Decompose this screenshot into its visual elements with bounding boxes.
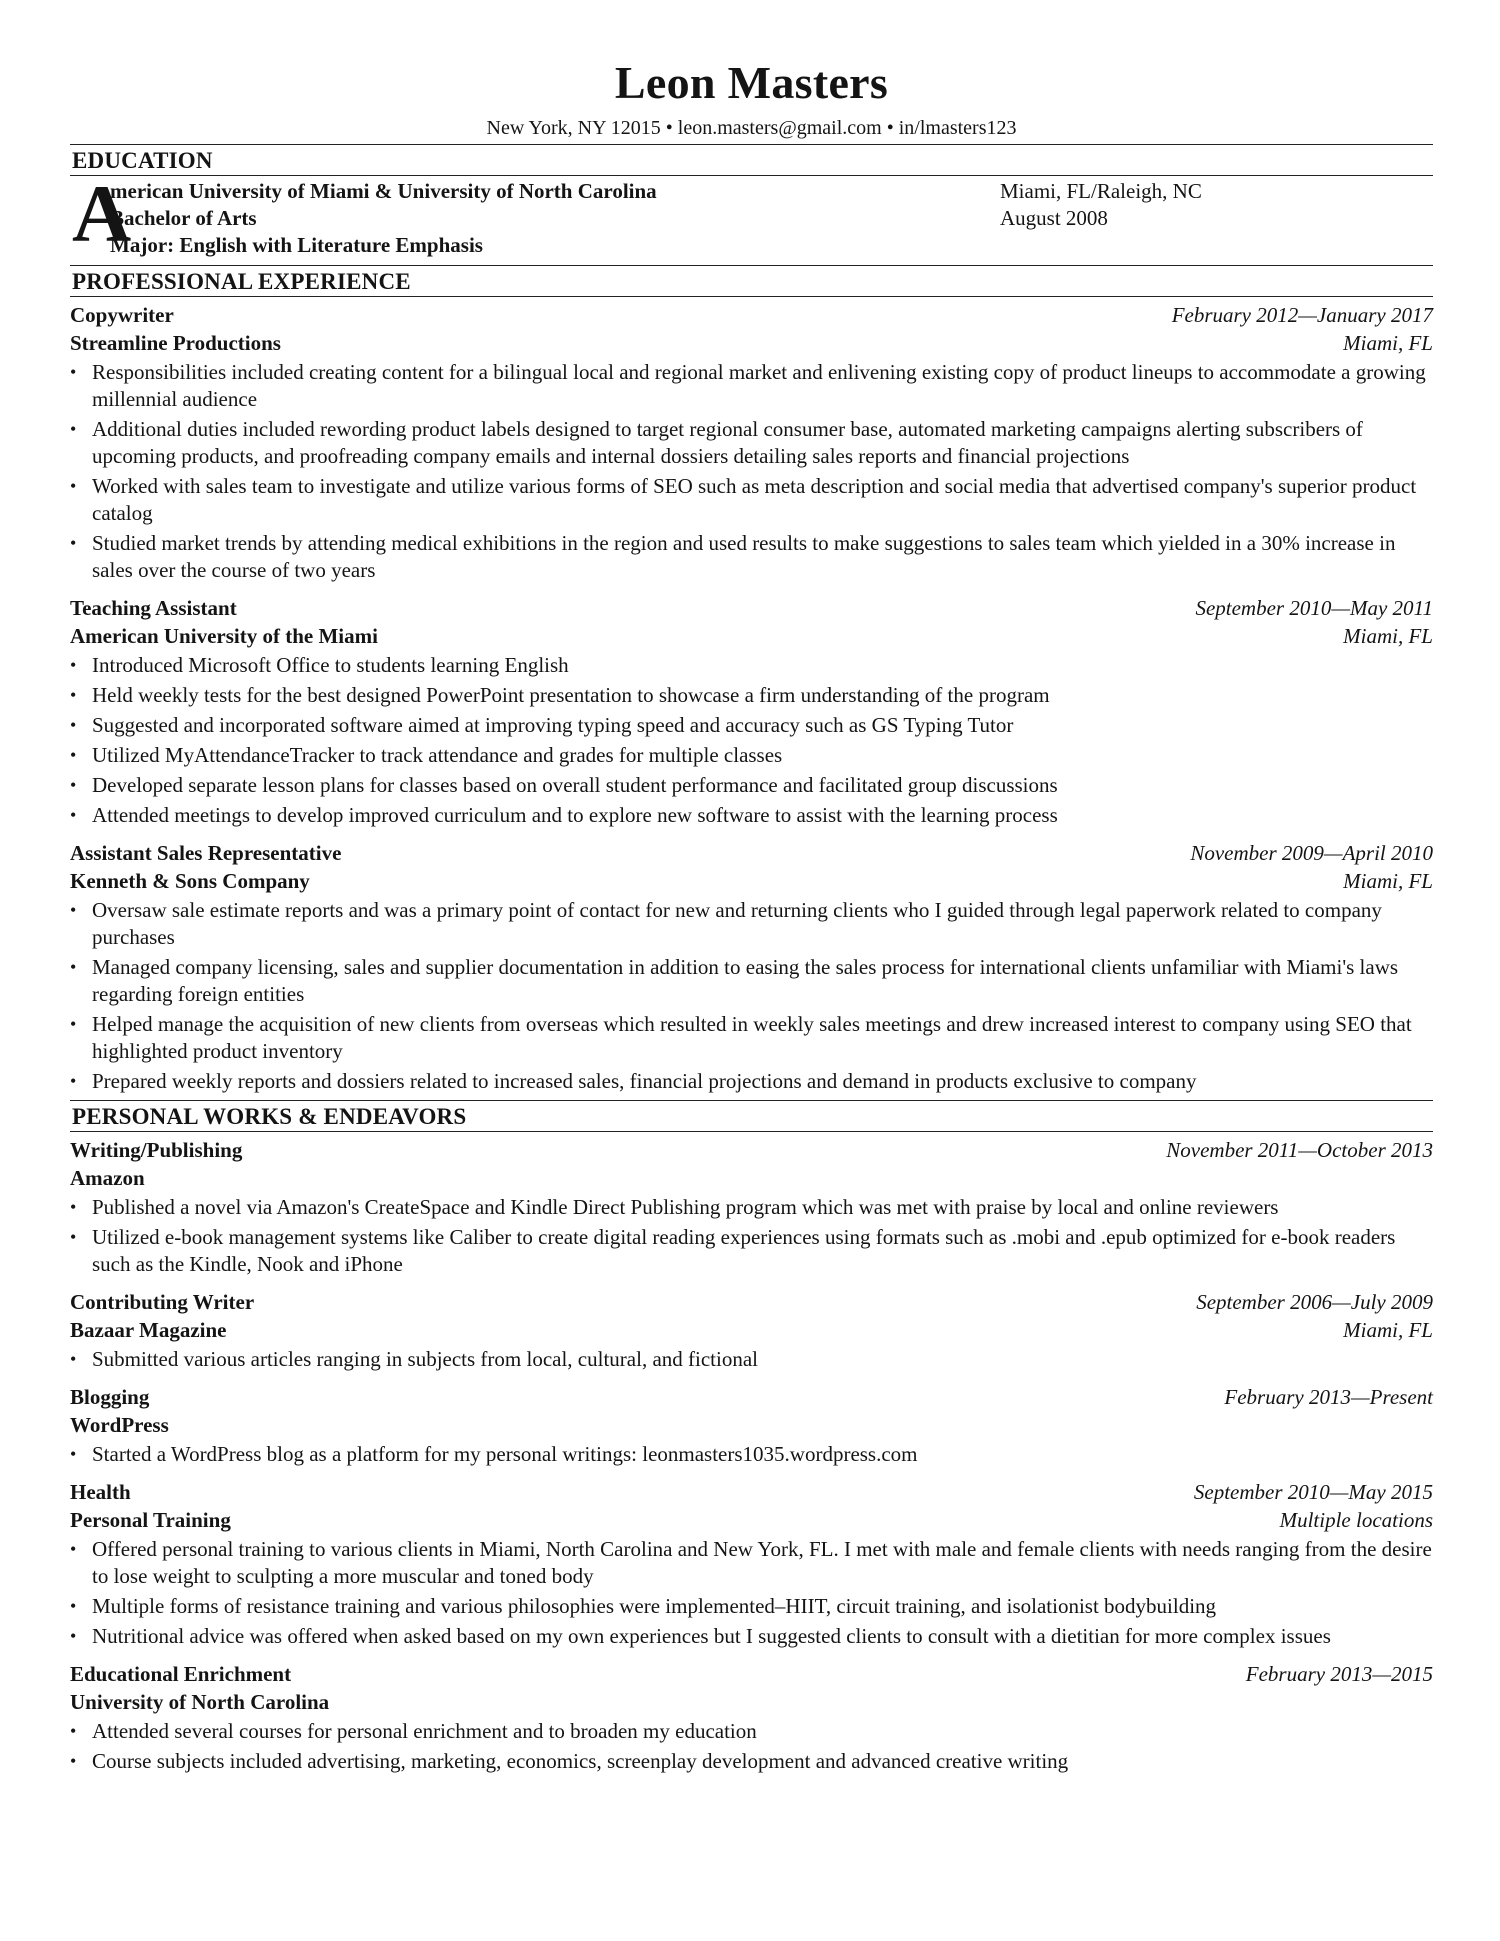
entry-block	[70, 594, 1433, 829]
entry-location: Miami, FL	[1343, 1318, 1433, 1342]
school-name: merican University of Miami & University of North Carolina	[110, 179, 657, 203]
bullet-item: • Introduced Microsoft Office to students learning English	[70, 652, 1433, 679]
bullet-item: • Additional duties included rewording product labels designed to target regional consumer base, automated marketing campaigns alerting subscribers of upcoming products, and proofreading company emails and internal dossiers detailing sales reports and financial projections	[70, 416, 1433, 470]
entry-role: Teaching Assistant	[70, 596, 237, 620]
section-title-experience: PROFESSIONAL EXPERIENCE	[70, 265, 1433, 297]
bullet-item: • Utilized e-book management systems like Caliber to create digital reading experiences using formats such as .mobi and .epub optimized for e-book readers such as the Kindle, Nook and iPhone	[70, 1224, 1433, 1278]
entry-header-row	[70, 839, 1433, 867]
degree: Bachelor of Arts	[110, 206, 257, 230]
entry-block	[70, 1660, 1433, 1775]
bullet-item: • Oversaw sale estimate reports and was a primary point of contact for new and returning clients who I guided through legal paperwork related to company purchases	[70, 897, 1433, 951]
bullet-item: • Submitted various articles ranging in subjects from local, cultural, and fictional	[70, 1346, 1433, 1373]
major: Major: English with Literature Emphasis	[110, 233, 483, 257]
education-meta	[1000, 178, 1202, 232]
entry-header-row	[70, 301, 1433, 329]
entry-org-row	[70, 1506, 1433, 1534]
entry-org-row	[70, 1411, 1433, 1439]
entry-org: WordPress	[70, 1413, 169, 1437]
bullet-list	[70, 1194, 1433, 1278]
education-entry	[70, 168, 1433, 260]
entry-date: February 2013—Present	[1224, 1385, 1433, 1409]
entry-org-row	[70, 1316, 1433, 1344]
entry-role: Copywriter	[70, 303, 174, 327]
bullet-item: • Started a WordPress blog as a platform for my personal writings: leonmasters1035.wordpress.com	[70, 1441, 1433, 1468]
entry-block	[70, 301, 1433, 584]
entry-org-row	[70, 867, 1433, 895]
entry-date: November 2011—October 2013	[1166, 1138, 1433, 1162]
entry-date: September 2006—July 2009	[1196, 1290, 1433, 1314]
entry-block	[70, 1478, 1433, 1650]
entry-org: Personal Training	[70, 1508, 231, 1532]
bullet-item: • Suggested and incorporated software aimed at improving typing speed and accuracy such as GS Typing Tutor	[70, 712, 1433, 739]
entry-org-row	[70, 622, 1433, 650]
entry-org: American University of the Miami	[70, 624, 378, 648]
entry-location: Multiple locations	[1279, 1508, 1433, 1532]
bullet-item: • Course subjects included advertising, marketing, economics, screenplay development and advanced creative writing	[70, 1748, 1433, 1775]
bullet-item: • Attended several courses for personal enrichment and to broaden my education	[70, 1718, 1433, 1745]
entry-block	[70, 1288, 1433, 1373]
bullet-item: • Offered personal training to various clients in Miami, North Carolina and New York, FL. I met with male and female clients with needs ranging from the desire to lose weight to sculpting a more muscular and toned body	[70, 1536, 1433, 1590]
bullet-item: • Prepared weekly reports and dossiers related to increased sales, financial projections and demand in products exclusive to company	[70, 1068, 1433, 1095]
entry-date: November 2009—April 2010	[1190, 841, 1433, 865]
bullet-item: • Utilized MyAttendanceTracker to track attendance and grades for multiple classes	[70, 742, 1433, 769]
experience-list	[70, 301, 1433, 1095]
entry-org-row	[70, 329, 1433, 357]
entry-block	[70, 1383, 1433, 1468]
bullet-item: • Held weekly tests for the best designed PowerPoint presentation to showcase a firm understanding of the program	[70, 682, 1433, 709]
bullet-item: • Developed separate lesson plans for classes based on overall student performance and facilitated group discussions	[70, 772, 1433, 799]
bullet-list	[70, 1718, 1433, 1775]
entry-header-row	[70, 1660, 1433, 1688]
entry-block	[70, 839, 1433, 1095]
entry-org: Bazaar Magazine	[70, 1318, 227, 1342]
education-details	[110, 178, 657, 259]
entry-org: Streamline Productions	[70, 331, 281, 355]
entry-org: Amazon	[70, 1166, 145, 1190]
bullet-item: • Worked with sales team to investigate and utilize various forms of SEO such as meta description and social media that advertised company's superior product catalog	[70, 473, 1433, 527]
personal-list	[70, 1136, 1433, 1775]
entry-location: Miami, FL	[1343, 624, 1433, 648]
entry-org-row	[70, 1688, 1433, 1716]
resume-name: Leon Masters	[614, 57, 889, 108]
entry-header-row	[70, 1383, 1433, 1411]
entry-role: Writing/Publishing	[70, 1138, 243, 1162]
bullet-item: • Helped manage the acquisition of new clients from overseas which resulted in weekly sales meetings and drew increased interest to company using SEO that highlighted product inventory	[70, 1011, 1433, 1065]
entry-header-row	[70, 1478, 1433, 1506]
entry-date: September 2010—May 2011	[1195, 596, 1433, 620]
section-title-education: EDUCATION	[70, 144, 1433, 176]
entry-org-row	[70, 1164, 1433, 1192]
bullet-item: • Responsibilities included creating content for a bilingual local and regional market and enlivening existing copy of product lineups to accommodate a growing millennial audience	[70, 359, 1433, 413]
bullet-list	[70, 1441, 1433, 1468]
bullet-item: • Multiple forms of resistance training and various philosophies were implemented–HIIT, circuit training, and isolationist bodybuilding	[70, 1593, 1433, 1620]
dropcap-letter: A	[72, 168, 132, 259]
education-date: August 2008	[1000, 206, 1108, 230]
bullet-item: • Published a novel via Amazon's CreateSpace and Kindle Direct Publishing program which was met with praise by local and online reviewers	[70, 1194, 1433, 1221]
education-location: Miami, FL/Raleigh, NC	[1000, 179, 1202, 203]
bullet-list	[70, 359, 1433, 584]
bullet-list	[70, 1536, 1433, 1650]
contact-line: New York, NY 12015 • leon.masters@gmail.com • in/lmasters123	[486, 117, 1017, 139]
entry-date: September 2010—May 2015	[1193, 1480, 1433, 1504]
entry-header-row	[70, 1288, 1433, 1316]
entry-header-row	[70, 594, 1433, 622]
entry-role: Assistant Sales Representative	[70, 841, 342, 865]
bullet-item: • Nutritional advice was offered when asked based on my own experiences but I suggested clients to consult with a dietitian for more complex issues	[70, 1623, 1433, 1650]
bullet-list	[70, 897, 1433, 1095]
bullet-list	[70, 1346, 1433, 1373]
entry-location: Miami, FL	[1343, 869, 1433, 893]
entry-date: February 2013—2015	[1245, 1662, 1433, 1686]
entry-block	[70, 1136, 1433, 1278]
section-title-personal: PERSONAL WORKS & ENDEAVORS	[70, 1100, 1433, 1132]
entry-header-row	[70, 1136, 1433, 1164]
entry-role: Health	[70, 1480, 131, 1504]
bullet-item: • Managed company licensing, sales and supplier documentation in addition to easing the sales process for international clients unfamiliar with Miami's laws regarding foreign entities	[70, 954, 1433, 1008]
entry-date: February 2012—January 2017	[1171, 303, 1433, 327]
entry-role: Blogging	[70, 1385, 150, 1409]
bullet-item: • Studied market trends by attending medical exhibitions in the region and used results to make suggestions to sales team which yielded in a 30% increase in sales over the course of two years	[70, 530, 1433, 584]
entry-role: Educational Enrichment	[70, 1662, 292, 1686]
bullet-item: • Attended meetings to develop improved curriculum and to explore new software to assist with the learning process	[70, 802, 1433, 829]
entry-org: University of North Carolina	[70, 1690, 330, 1714]
entry-location: Miami, FL	[1343, 331, 1433, 355]
entry-org: Kenneth & Sons Company	[70, 869, 310, 893]
entry-role: Contributing Writer	[70, 1290, 255, 1314]
bullet-list	[70, 652, 1433, 829]
